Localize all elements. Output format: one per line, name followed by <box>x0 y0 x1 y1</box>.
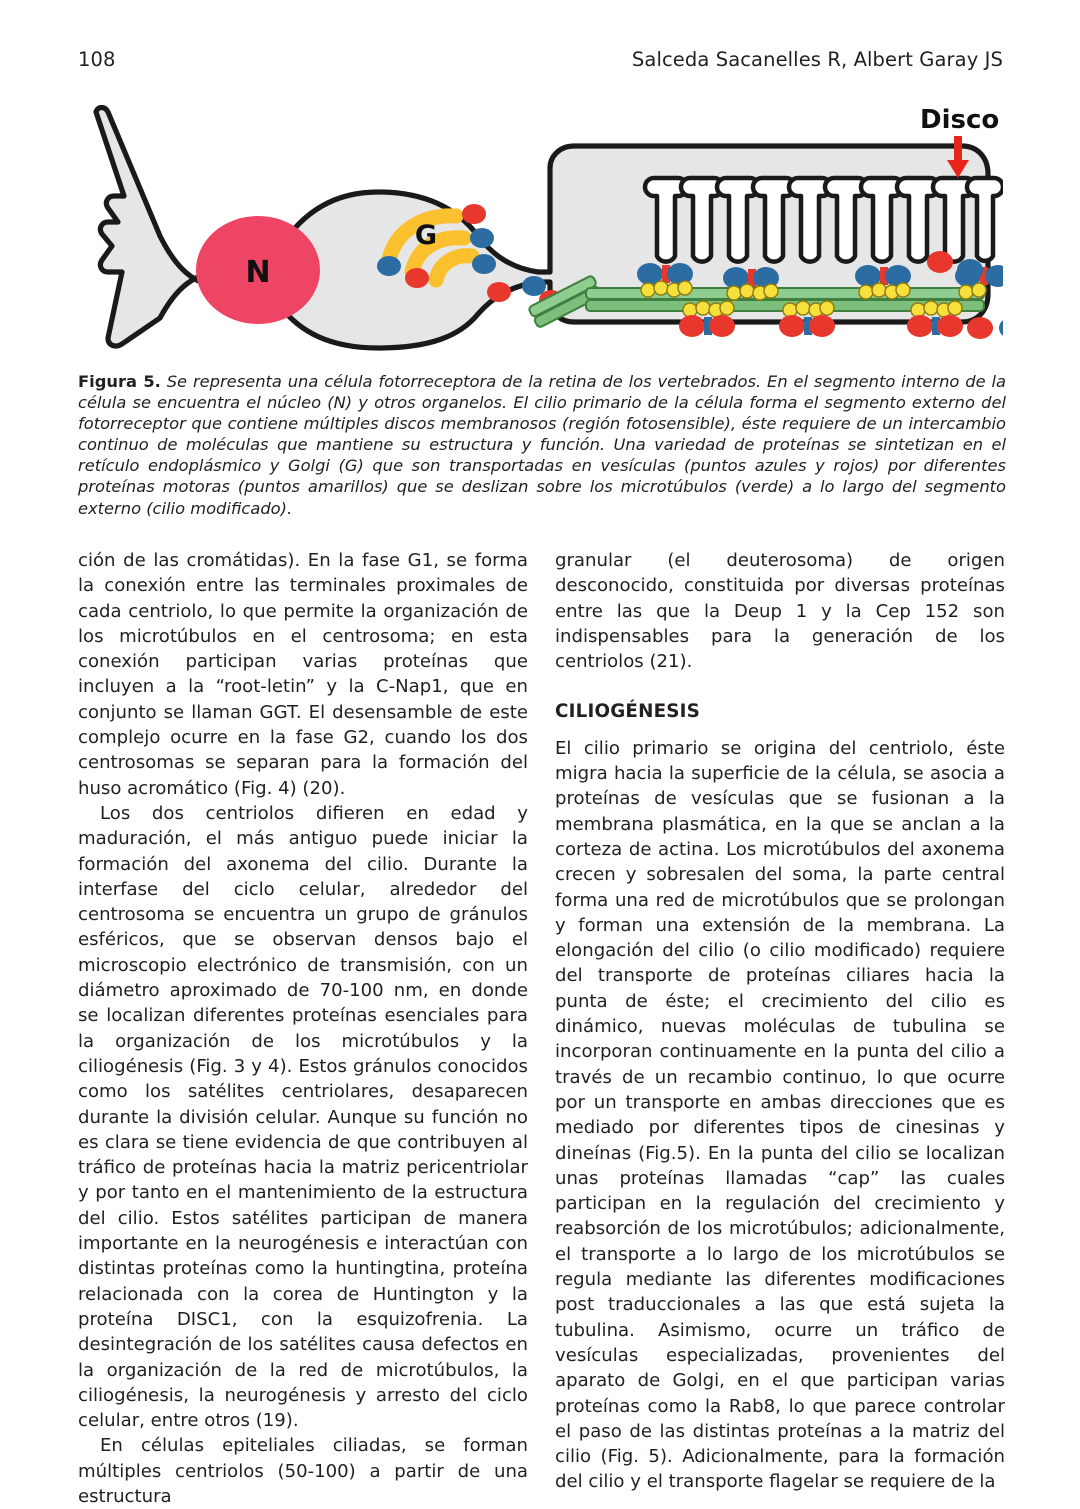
motor-head <box>740 284 754 298</box>
right-column <box>555 548 1005 1493</box>
vesicle-blue <box>472 254 496 274</box>
cargo-red <box>679 315 705 337</box>
motor-head <box>796 301 810 315</box>
body-columns <box>78 548 1006 1507</box>
motor-complex-lower <box>907 301 963 337</box>
motor-head <box>678 281 692 295</box>
vesicle-blue <box>377 256 401 276</box>
motor-head <box>872 283 886 297</box>
motor-complex-lower <box>679 301 735 337</box>
motor-complex-upper <box>855 265 911 299</box>
motor-head <box>683 303 697 317</box>
page-number: 108 <box>78 48 116 71</box>
paragraph: El cilio primario se origina del centriolo, éste migra hacia la superficie de la célula, se asocia a proteínas de vesículas que se fusionan a la membrana plasmática, en la que se anclan a la corteza de actina. Los microtúbulos del axonema crecen y sobresalen del soma, la parte central forma una red de microtúbulos que se prolongan y forman una extensión de la membrana. La elongación del cilio (o cilio modificado) requiere del transporte de proteínas ciliares hacia la punta de éste; el crecimiento del cilio es dinámico, nuevas moléculas de tubulina se incorporan continuamente en la punta del cilio a través de un recambio continuo, lo que ocurre por un transporte en ambas direcciones que es mediado por diferentes tipos de cinesinas y dineínas (Fig.5). En la punta del cilio se localizan unas proteínas llamadas “cap” las cuales participan en la regulación del crecimiento y reabsorción de los microtúbulos; adicionalmente, el transporte a lo largo de los microtúbulos se regula mediante las diferentes modificaciones post traduccionales a las que está sujeta la tubulina. Asimismo, ocurre un tráfico de vesículas especializadas, provenientes del aparato de Golgi, en el que participan varias proteínas como la Rab8, lo que parece controlar el paso de las distintas proteínas a la matriz del cilio (Fig. 5). Adicionalmente, para la formación del cilio y el transporte flagelar se requiere de la <box>555 737 1005 1493</box>
motor-head <box>654 281 668 295</box>
motor-complex-upper <box>637 263 693 297</box>
paragraph: En células epiteliales ciliadas, se forman múltiples centriolos (50-100) a partir de una estructura <box>78 1435 528 1507</box>
vesicle-red <box>405 268 429 288</box>
running-title: Salceda Sacanelles R, Albert Garay JS <box>631 48 1003 71</box>
disc-label: Disco <box>920 105 1000 135</box>
vesicle-red <box>927 251 953 273</box>
motor-head <box>727 286 741 300</box>
motor-head <box>783 303 797 317</box>
vesicle-red <box>487 282 511 302</box>
motor-head <box>924 301 938 315</box>
cargo-red <box>779 315 805 337</box>
motor-head <box>896 283 910 297</box>
page-header <box>78 48 1003 71</box>
heading-spacer <box>555 725 1005 736</box>
figure-5 <box>78 96 1003 358</box>
figure-caption <box>78 371 1006 519</box>
motor-head <box>720 301 734 315</box>
cargo-red <box>937 315 963 337</box>
motor-head <box>911 303 925 317</box>
vesicle-red <box>462 204 486 224</box>
section-heading-ciliogenesis: CILIOGÉNESIS <box>555 701 701 723</box>
paragraph: granular (el deuterosoma) de origen desconocido, constituida por diversas proteínas entre las que la Deup 1 y la Cep 152 son indispensables para la generación de los centriolos (21). <box>555 550 1005 673</box>
motor-head <box>972 283 986 297</box>
vesicle-blue <box>470 228 494 248</box>
golgi-label: G <box>414 220 438 251</box>
nucleus-group <box>196 216 320 324</box>
figure-artwork <box>78 96 1003 358</box>
nucleus-label: N <box>245 255 271 290</box>
motor-head <box>948 301 962 315</box>
cargo-red <box>709 315 735 337</box>
paragraph: ción de las cromátidas). En la fase G1, se forma la conexión entre las terminales proximales de cada centriolo, lo que permite la organización de los microtúbulos en el centrosoma; en esta conexión participan varias proteínas que incluyen a la “root-letin” y la C-Nap1, que en conjunto se llaman GGT. El desensamble de este complejo ocurre en la fase G2, cuando los dos centrosomas se separan para la formación del huso acromático (Fig. 4) (20). <box>78 550 528 799</box>
paragraph: Los dos centriolos difieren en edad y maduración, el más antiguo puede iniciar la formación del axonema del cilio. Durante la interfase del ciclo celular, alrededor del centrosoma se encuentra un grupo de gránulos esféricos, que se observan densos bajo el microscopio electrónico de transmisión, con un diámetro aproximado de 70-100 nm, en donde se localizan diferentes proteínas esenciales para la organización de los microtúbulos y la ciliogénesis (Fig. 3 y 4). Estos gránulos conocidos como los satélites centriolares, desaparecen durante la división celular. Aunque su función no es clara se tiene evidencia de que contribuyen al tráfico de proteínas hacia la matriz pericentriolar y por tanto en el mantenimiento de la estructura del cilio. Estos satélites participan de manera importante en la neurogénesis e interactúan con distintas proteínas como la huntingtina, proteína relacionada con la corea de Huntington y la proteína DISC1, con la esquizofrenia. La desintegración de los satélites causa defectos en la organización de la red de microtúbulos, la ciliogénesis, la neurogénesis y arresto del ciclo celular, entre otros (19). <box>78 802 528 1432</box>
vesicle-red <box>967 317 993 339</box>
motor-head <box>820 301 834 315</box>
section-spacer <box>555 674 1005 699</box>
motor-complex-upper <box>723 267 779 300</box>
motor-head <box>859 285 873 299</box>
motor-head <box>696 301 710 315</box>
cargo-red <box>809 315 835 337</box>
motor-complex-lower <box>779 301 835 337</box>
figure-caption-text: Se representa una célula fotorreceptora de la retina de los vertebrados. En el segmento interno de la célula se encuentra el núcleo (N) y otros organelos. El cilio primario de la célula forma el segmento externo del fotorreceptor que contiene múltiples discos membranosos (región fotosensible), éste requiere de un intercambio continuo de moléculas que mantiene su estructura y función. Una variedad de proteínas se sintetizan en el retículo endoplásmico y Golgi (G) que son transportadas en vesículas (puntos azules y rojos) por diferentes proteínas motoras (puntos amarillos) que se deslizan sobre los microtúbulos (verde) a lo largo del segmento externo (cilio modificado). <box>78 372 1006 518</box>
motor-head <box>641 283 655 297</box>
cargo-red <box>907 315 933 337</box>
vesicle-blue <box>999 317 1003 339</box>
left-column <box>78 548 528 1507</box>
motor-head <box>764 284 778 298</box>
figure-caption-lead: Figura 5. <box>78 372 161 391</box>
vesicle-blue <box>957 259 983 281</box>
motor-head <box>959 285 973 299</box>
vesicle-blue <box>522 276 546 296</box>
